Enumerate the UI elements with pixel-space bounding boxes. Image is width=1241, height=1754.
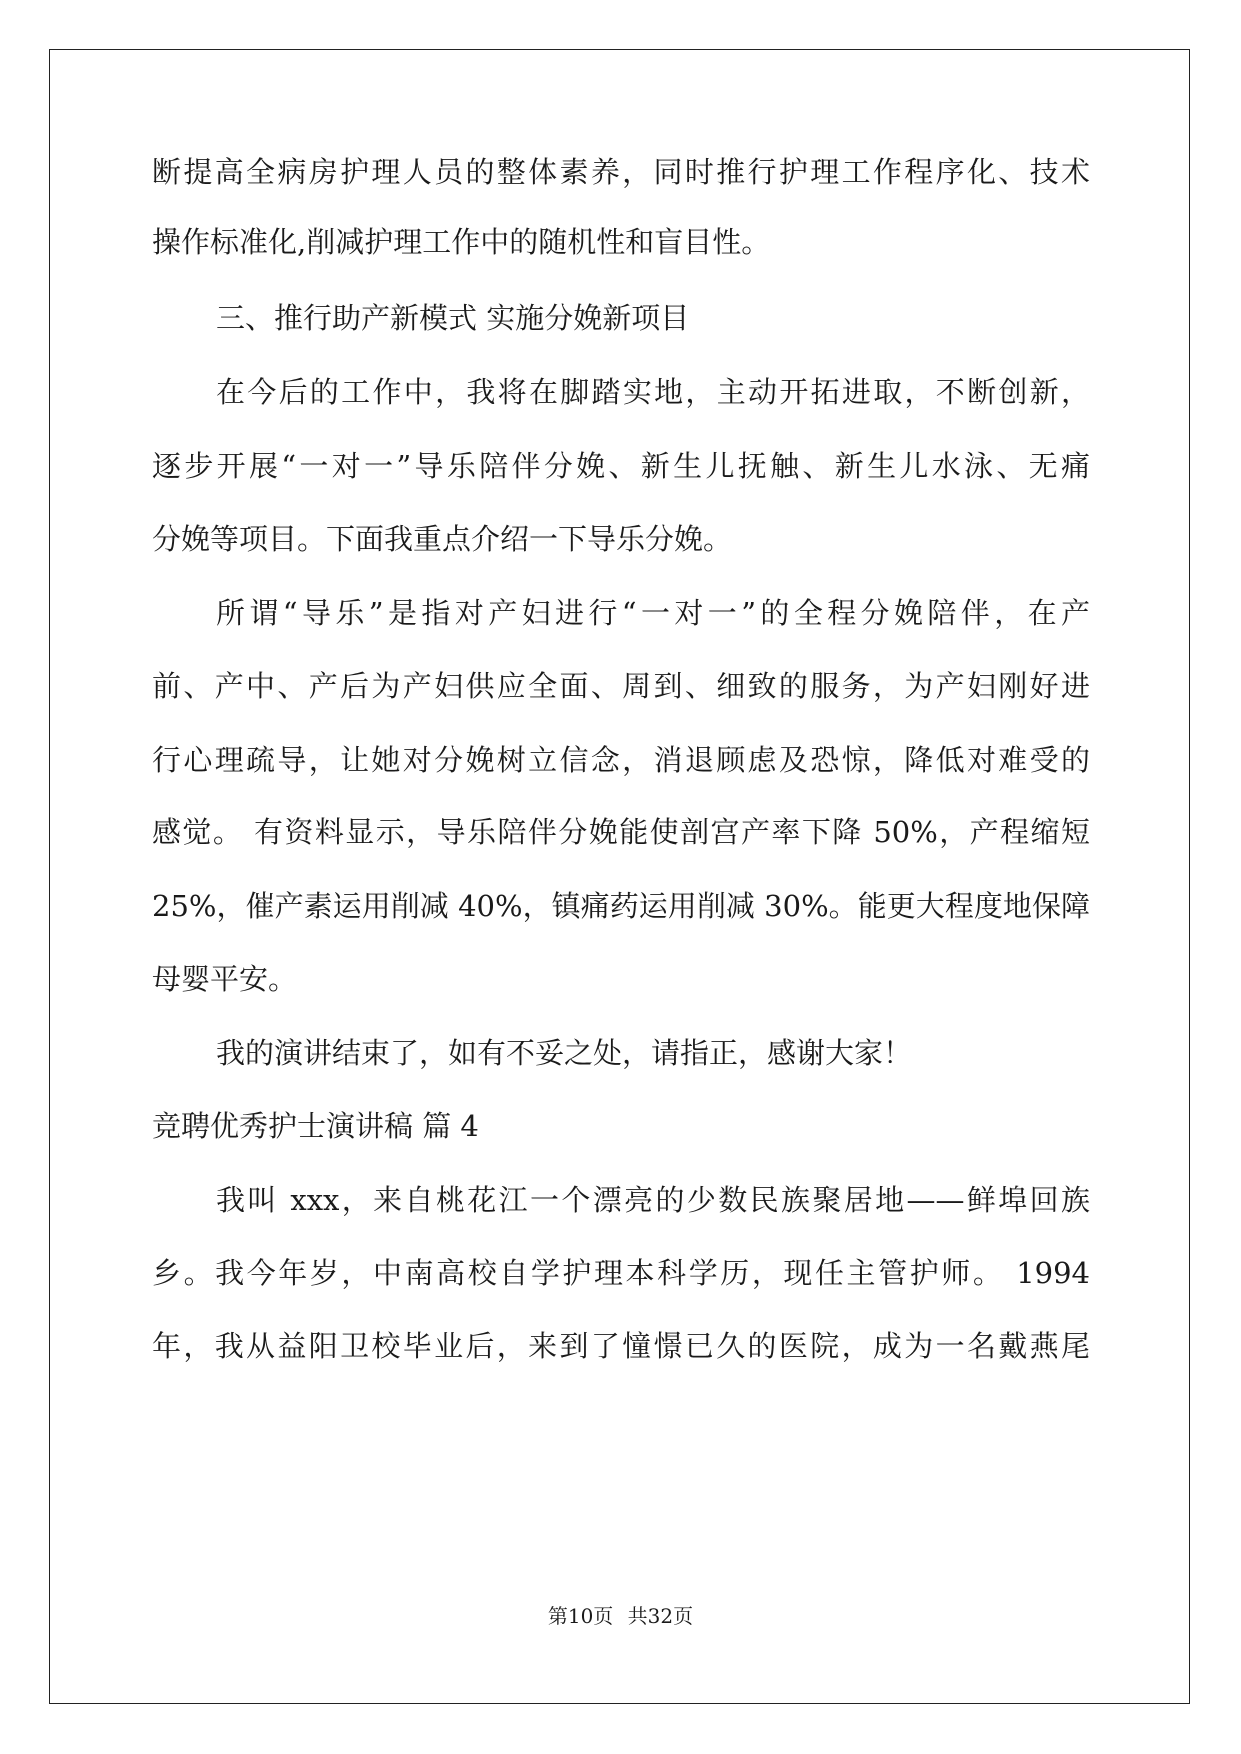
text-line: 逐步开展“一对一”导乐陪伴分娩、新生儿抚触、新生儿水泳、无痛	[152, 449, 1090, 483]
text-line: 分娩等项目。下面我重点介绍一下导乐分娩。	[152, 522, 733, 556]
text-line: 25%，催产素运用削减 40%，镇痛药运用削减 30%。能更大程度地保障	[152, 889, 1090, 923]
text-line: 感觉。 有资料显示，导乐陪伴分娩能使剖宫产率下降 50%，产程缩短	[152, 815, 1090, 849]
text-line: 乡。我今年岁，中南高校自学护理本科学历，现任主管护师。 1994	[152, 1256, 1090, 1290]
text-line: 我叫 xxx，来自桃花江一个漂亮的少数民族聚居地——鲜埠回族	[216, 1183, 1090, 1217]
article-title: 竞聘优秀护士演讲稿 篇 4	[152, 1109, 479, 1143]
page-total: 共32页	[627, 1604, 694, 1628]
text-line: 行心理疏导，让她对分娩树立信念，消退顾虑及恐惊，降低对难受的	[152, 743, 1090, 777]
text-line: 断提高全病房护理人员的整体素养，同时推行护理工作程序化、技术	[152, 155, 1090, 189]
text-line: 母婴平安。	[152, 962, 298, 996]
section-heading: 三、推行助产新模式 实施分娩新项目	[216, 301, 690, 335]
text-line: 操作标准化,削减护理工作中的随机性和盲目性。	[152, 225, 771, 259]
text-line: 年，我从益阳卫校毕业后，来到了憧憬已久的医院，成为一名戴燕尾	[152, 1329, 1090, 1363]
page-footer	[0, 1600, 1241, 1629]
text-line: 在今后的工作中，我将在脚踏实地，主动开拓进取，不断创新，	[216, 375, 1090, 409]
text-line: 我的演讲结束了，如有不妥之处，请指正，感谢大家！	[216, 1036, 913, 1070]
page-number: 第10页	[547, 1604, 614, 1628]
text-line: 所谓“导乐”是指对产妇进行“一对一”的全程分娩陪伴，在产	[216, 596, 1090, 630]
text-line: 前、产中、产后为产妇供应全面、周到、细致的服务，为产妇刚好进	[152, 669, 1090, 703]
